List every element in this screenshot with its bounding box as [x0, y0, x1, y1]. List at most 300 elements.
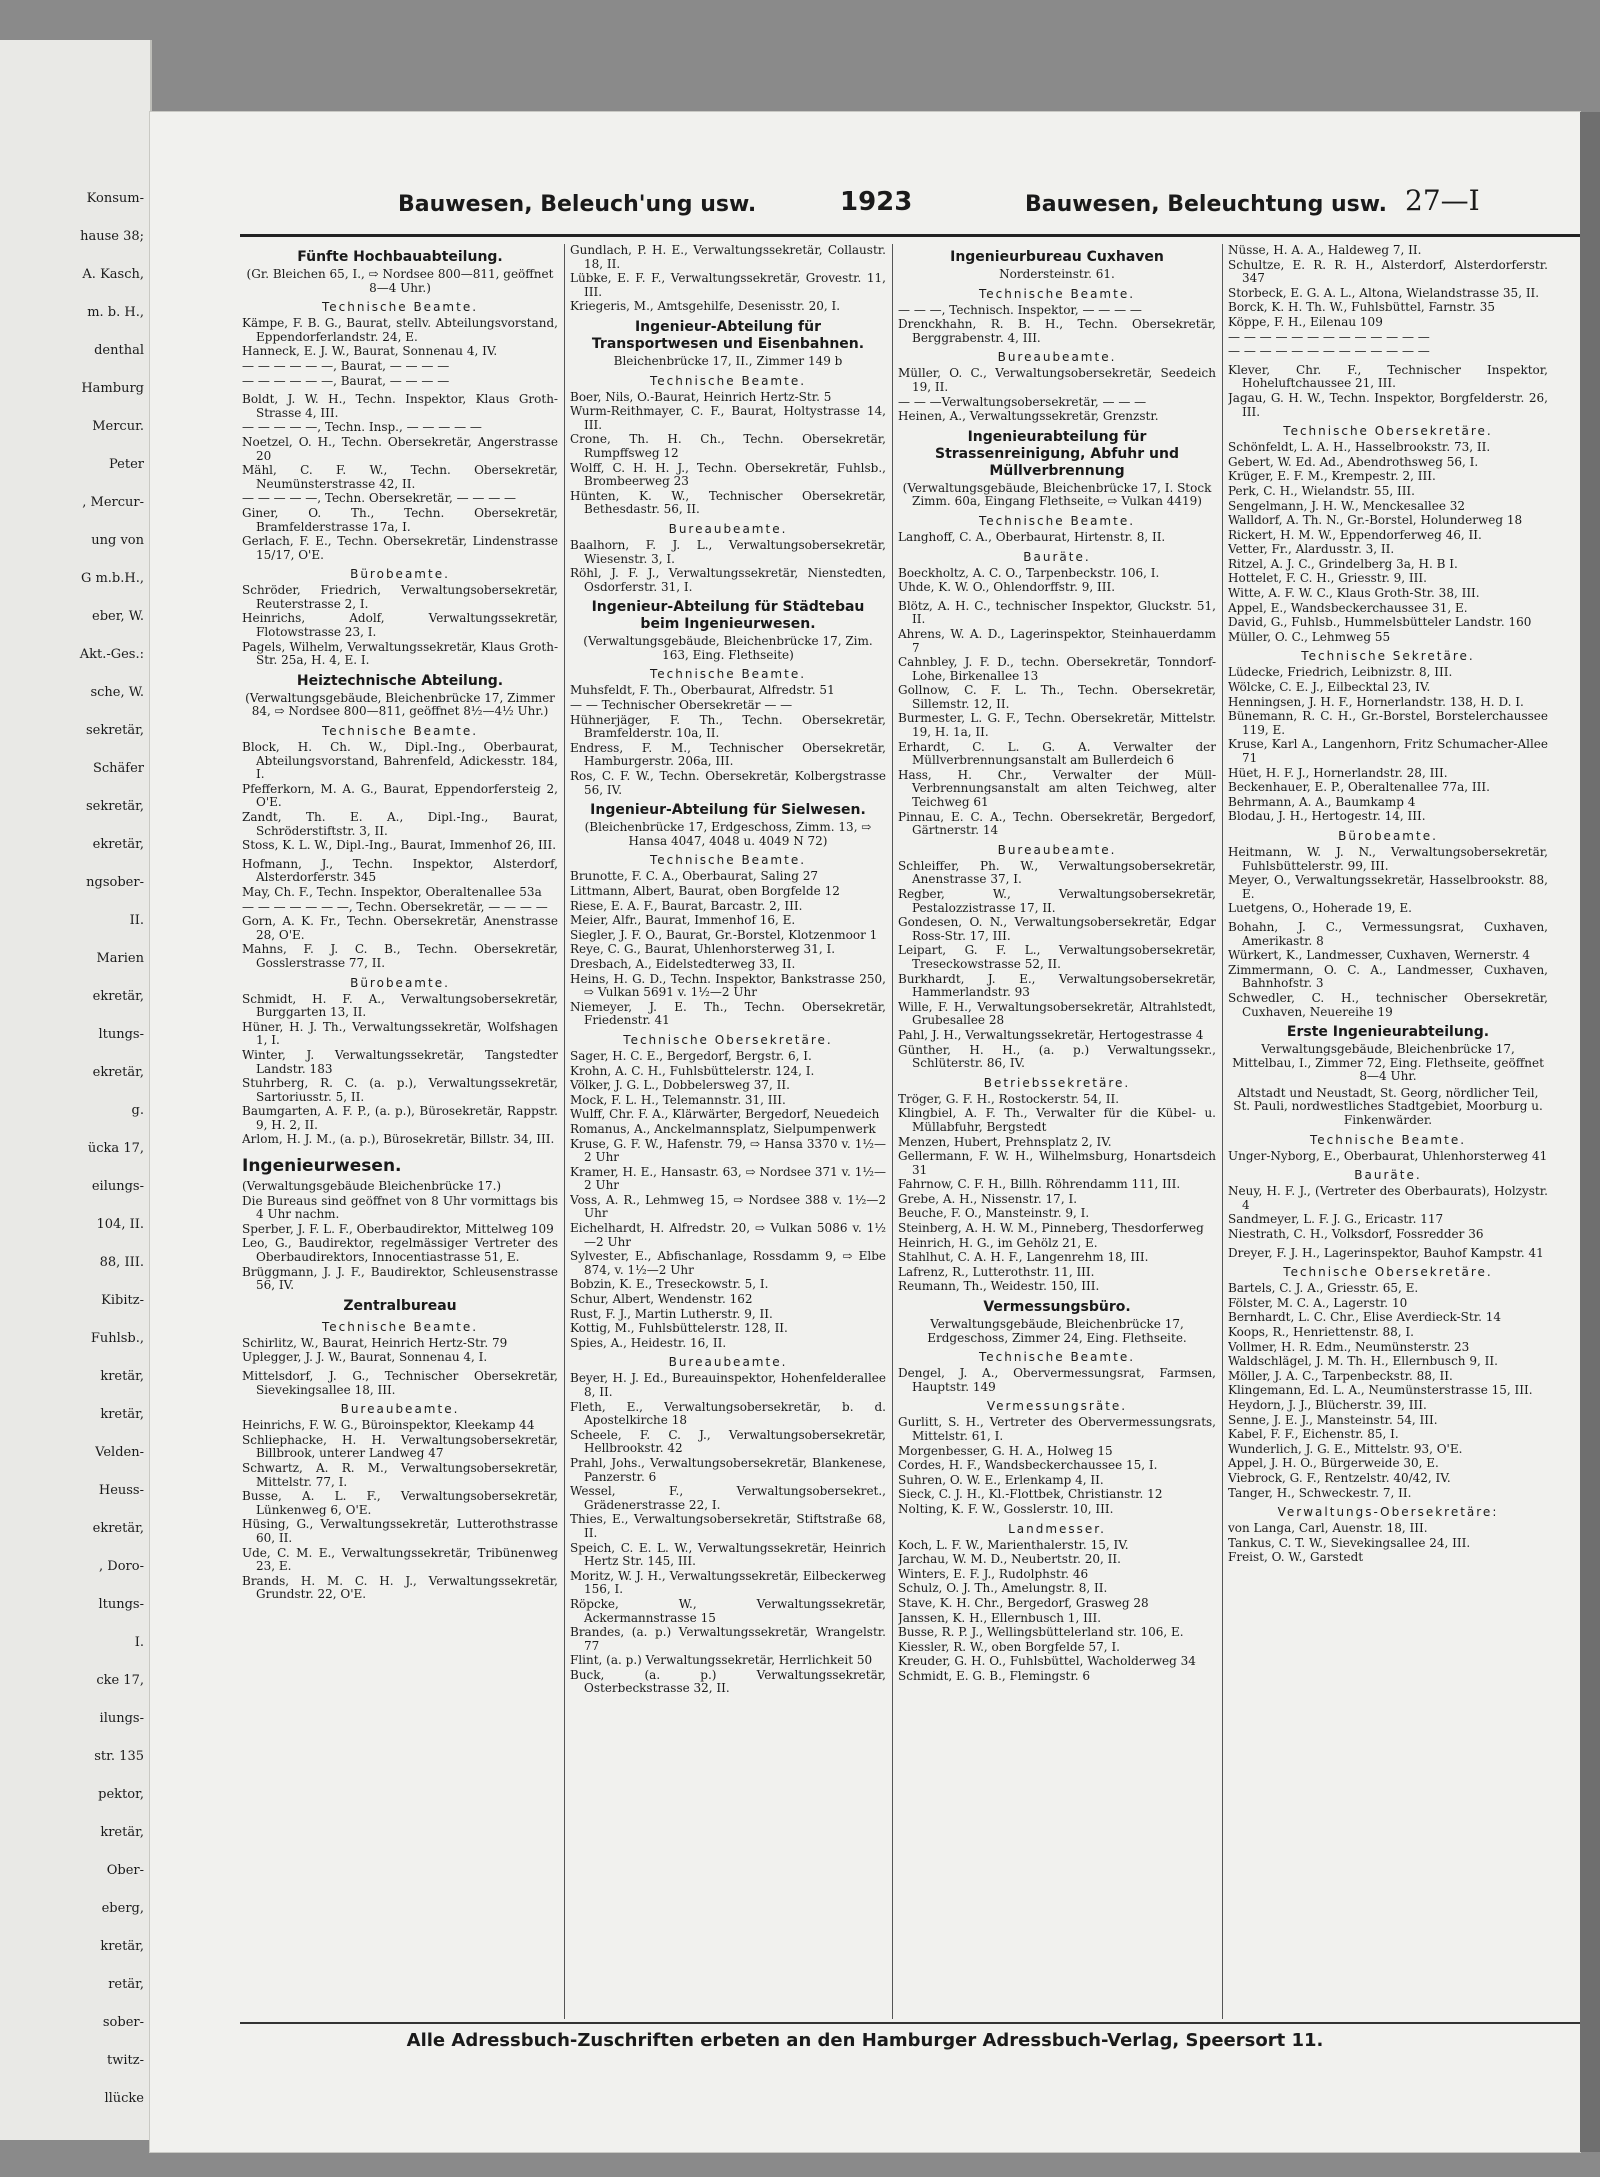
directory-entry: Bünemann, R. C. H., Gr.-Borstel, Borstelerchaussee 119, E. — [1228, 709, 1548, 737]
directory-entry: Walldorf, A. Th. N., Gr.-Borstel, Holunderweg 18 — [1228, 513, 1523, 528]
left-page-fragment: ekretär, — [92, 1521, 144, 1536]
section-heading: Fünfte Hochbauabteilung. — [297, 249, 503, 265]
left-page-fragment: sober- — [102, 2015, 144, 2030]
directory-entry: Bohahn, J. C., Vermessungsrat, Cuxhaven, Amerikastr. 8 — [1228, 919, 1548, 948]
directory-entry: Moritz, W. J. H., Verwaltungssekretär, Eilbeckerweg 156, I. — [570, 1568, 886, 1597]
header-right-title: Bauwesen, Beleuchtung usw. — [1025, 192, 1388, 217]
directory-entry: Gellermann, F. W. H., Wilhelmsburg, Honartsdeich 31 — [898, 1149, 1216, 1177]
left-page-fragment: kretär, — [100, 1825, 144, 1840]
left-page-fragment: ilungs- — [99, 1711, 144, 1726]
directory-entry: Voss, A. R., Lehmweg 15, ⇨ Nordsee 388 v. 1½—2 Uhr — [570, 1192, 886, 1221]
directory-entry: Schwedler, C. H., technischer Obersekretär, Cuxhaven, Neuereihe 19 — [1228, 990, 1548, 1019]
directory-entry: Dengel, J. A., Obervermessungsrat, Farmsen, Hauptstr. 149 — [898, 1366, 1216, 1394]
header-left-title: Bauwesen, Beleuch'ung usw. — [398, 192, 757, 217]
directory-entry: Klingbiel, A. F. Th., Verwalter für die Kübel- u. Müllabfuhr, Bergstedt — [898, 1106, 1216, 1134]
directory-entry: Perk, C. H., Wielandstr. 55, III. — [1228, 483, 1415, 498]
left-page-fragment: I. — [134, 1635, 144, 1650]
directory-entry: Buck, (a. p.) Verwaltungssekretär, Osterbeckstrasse 32, II. — [570, 1667, 886, 1696]
directory-entry: Menzen, Hubert, Prehnsplatz 2, IV. — [898, 1134, 1112, 1149]
directory-entry: Schröder, Friedrich, Verwaltungsobersekretär, Reuterstrasse 2, I. — [242, 583, 558, 611]
section-note: (Verwaltungsgebäude, Bleichenbrücke 17, I. Stock Zimm. 60a, Eingang Flethseite, ⇨ Vulkan 4419) — [902, 480, 1212, 509]
directory-page — [150, 112, 1580, 2152]
section-note: Verwaltungsgebäude, Bleichenbrücke 17, Erdgeschoss, Zimmer 24, Eing. Flethseite. — [927, 1317, 1187, 1345]
directory-entry: Günther, H. H., (a. p.) Verwaltungssekr., Schlüterstr. 86, IV. — [898, 1042, 1216, 1071]
directory-entry: Krohn, A. C. H., Fuhlsbüttelerstr. 124, I. — [570, 1063, 815, 1078]
directory-entry: Gollnow, C. F. L. Th., Techn. Obersekretär, Sillemstr. 12, II. — [898, 683, 1216, 711]
directory-entry: Tröger, G. F. H., Rostockerstr. 54, II. — [898, 1091, 1120, 1106]
column-1 — [242, 244, 558, 2019]
left-page-fragment: hause 38; — [80, 229, 144, 244]
directory-entry: Tanger, H., Schweckestr. 7, II. — [1228, 1485, 1412, 1500]
directory-entry: Steinberg, A. H. W. M., Pinneberg, Thesdorferweg — [898, 1221, 1204, 1236]
section-heading: Vermessungsbüro. — [983, 1299, 1131, 1316]
left-page-fragment: ltungs- — [98, 1027, 144, 1042]
directory-entry: Fölster, M. C. A., Lagerstr. 10 — [1228, 1295, 1408, 1310]
directory-entry: Hanneck, E. J. W., Baurat, Sonnenau 4, IV. — [242, 344, 498, 359]
left-page-fragment: m. b. H., — [87, 305, 144, 320]
directory-entry: Vetter, Fr., Alardusstr. 3, II. — [1228, 542, 1395, 557]
directory-entry: Röhl, J. F. J., Verwaltungssekretär, Nienstedten, Osdorferstr. 31, I. — [570, 566, 886, 594]
left-page-fragment: 104, II. — [96, 1217, 144, 1232]
directory-entry: Riese, E. A. F., Baurat, Barcastr. 2, III. — [570, 898, 803, 913]
directory-entry: Lübke, E. F. F., Verwaltungssekretär, Grovestr. 11, III. — [570, 271, 886, 299]
subsection-heading: Bureaubeamte. — [997, 350, 1117, 365]
left-page-fragment: G m.b.H., — [80, 571, 144, 586]
directory-entry: (Verwaltungsgebäude Bleichenbrücke 17.) — [242, 1179, 502, 1194]
directory-entry: Koch, L. F. W., Marienthalerstr. 15, IV. — [898, 1537, 1129, 1552]
left-page-fragment: cke 17, — [96, 1673, 144, 1688]
directory-entry: Scheele, F. C. J., Verwaltungsobersekretär, Hellbrookstr. 42 — [570, 1427, 886, 1456]
directory-entry: — — — — — —, Baurat, — — — — — [242, 373, 450, 388]
directory-entry: Mittelsdorf, J. G., Technischer Obersekretär, Sievekingsallee 18, III. — [242, 1369, 558, 1397]
directory-entry: Beckenhauer, E. P., Oberaltenallee 77a, III. — [1228, 780, 1490, 795]
directory-entry: Kramer, H. E., Hansastr. 63, ⇨ Nordsee 371 v. 1½—2 Uhr — [570, 1164, 886, 1193]
directory-entry: Wessel, F., Verwaltungsobersekret., Grädenerstrasse 22, I. — [570, 1484, 886, 1512]
directory-entry: Heinrichs, Adolf, Verwaltungssekretär, Flotowstrasse 23, I. — [242, 611, 558, 640]
section-heading: Ingenieur-Abteilung für Transportwesen und Eisenbahnen. — [591, 318, 865, 352]
directory-entry: Pagels, Wilhelm, Verwaltungssekretär, Klaus Groth-Str. 25a, H. 4, E. I. — [242, 639, 558, 668]
directory-entry: Gurlitt, S. H., Vertreter des Obervermessungsrats, Mittelstr. 61, I. — [898, 1415, 1216, 1443]
directory-entry: Endress, F. M., Technischer Obersekretär, Hamburgerstr. 206a, III. — [570, 740, 886, 769]
subsection-heading: Technische Beamte. — [321, 1319, 479, 1334]
directory-entry: — — — — — —, Baurat, — — — — — [242, 358, 450, 373]
column-divider — [564, 244, 565, 2019]
directory-entry: Köppe, F. H., Eilenau 109 — [1228, 314, 1383, 329]
column-4 — [1228, 244, 1548, 2019]
directory-entry: Bernhardt, L. C. Chr., Elise Averdieck-Str. 14 — [1228, 1310, 1502, 1325]
directory-entry: — — — — — — — — — — — — — — [1228, 329, 1430, 344]
directory-entry: Mahns, F. J. C. B., Techn. Obersekretär, Gosslerstrasse 77, II. — [242, 942, 558, 970]
directory-entry: — — — — —, Techn. Insp., — — — — — — [242, 420, 482, 435]
directory-entry: Kabel, F. F., Eichenstr. 85, I. — [1228, 1427, 1399, 1442]
left-page-fragment: llücke — [104, 2091, 144, 2106]
left-page-fragment: Schäfer — [92, 761, 144, 776]
directory-entry: Storbeck, E. G. A. L., Altona, Wielandstrasse 35, II. — [1228, 285, 1540, 300]
directory-entry: Pinnau, E. C. A., Techn. Obersekretär, Bergedorf, Gärtnerstr. 14 — [898, 809, 1216, 838]
directory-entry: Pfefferkorn, M. A. G., Baurat, Eppendorfersteig 2, O'E. — [242, 781, 558, 810]
left-page-fragment: pektor, — [98, 1787, 144, 1802]
footer-rule — [240, 2022, 1580, 2024]
directory-entry: Sengelmann, J. H. W., Menckesallee 32 — [1228, 498, 1466, 513]
directory-entry: Boldt, J. W. H., Techn. Inspektor, Klaus Groth-Strasse 4, III. — [242, 392, 558, 420]
directory-entry: Müller, O. C., Verwaltungsobersekretär, Seedeich 19, II. — [898, 366, 1216, 394]
left-page-fragment: Mercur. — [92, 419, 144, 434]
directory-entry: Eichelhardt, H. Alfredstr. 20, ⇨ Vulkan 5086 v. 1½—2 Uhr — [570, 1221, 886, 1249]
directory-entry: Uhde, K. W. O., Ohlendorffstr. 9, III. — [898, 580, 1116, 595]
directory-entry: Stoss, K. L. W., Dipl.-Ing., Baurat, Immenhof 26, III. — [242, 838, 557, 853]
directory-entry: Ritzel, A. J. C., Grindelberg 3a, H. B I. — [1228, 556, 1458, 571]
left-page-fragment: Akt.-Ges.: — [79, 647, 144, 662]
directory-entry: Boer, Nils, O.-Baurat, Heinrich Hertz-Str. 5 — [570, 389, 832, 404]
directory-entry: Speich, C. E. L. W., Verwaltungssekretär, Heinrich Hertz Str. 145, III. — [570, 1540, 886, 1569]
subsection-heading: Vermessungsräte. — [986, 1399, 1128, 1414]
left-page-fragment: kretär, — [100, 1939, 144, 1954]
subsection-heading: Technische Obersekretäre. — [1283, 1265, 1493, 1280]
left-page-fragment: 88, III. — [99, 1255, 144, 1270]
directory-entry: Sager, H. C. E., Bergedorf, Bergstr. 6, I. — [570, 1048, 812, 1063]
directory-entry: Heinen, A., Verwaltungssekretär, Grenzstr. — [898, 409, 1159, 424]
directory-entry: — — Technischer Obersekretär — — — [570, 698, 793, 713]
directory-entry: Schur, Albert, Wendenstr. 162 — [570, 1292, 753, 1307]
directory-entry: Schleiffer, Ph. W., Verwaltungsobersekretär, Anenstrasse 37, I. — [898, 858, 1216, 887]
directory-entry: Schliephacke, H. H. Verwaltungsobersekretär, Billbrook, unterer Landweg 47 — [242, 1432, 558, 1461]
directory-entry: Rickert, H. M. W., Eppendorferweg 46, II. — [1228, 527, 1482, 542]
directory-entry: Littmann, Albert, Baurat, oben Borgfelde 12 — [570, 884, 840, 898]
directory-entry: Zandt, Th. E. A., Dipl.-Ing., Baurat, Schröderstiftstr. 3, II. — [242, 810, 558, 838]
section-note: Bleichenbrücke 17, II., Zimmer 149 b — [613, 353, 843, 368]
section-note: (Verwaltungsgebäude, Bleichenbrücke 17, Zim. 163, Eing. Flethseite) — [583, 634, 873, 662]
directory-entry: Behrmann, A. A., Baumkamp 4 — [1228, 794, 1416, 809]
directory-entry: Brands, H. M. C. H. J., Verwaltungssekretär, Grundstr. 22, O'E. — [242, 1573, 558, 1602]
left-page-fragment: eberg, — [101, 1901, 144, 1916]
directory-entry: Suhren, O. W. E., Erlenkamp 4, II. — [898, 1472, 1104, 1487]
directory-entry: Pahl, J. H., Verwaltungssekretär, Hertogestrasse 4 — [898, 1027, 1204, 1042]
directory-entry: Uplegger, J. J. W., Baurat, Sonnenau 4, I. — [242, 1350, 488, 1365]
directory-entry: Sandmeyer, L. F. J. G., Ericastr. 117 — [1228, 1212, 1444, 1227]
section-note: Altstadt und Neustadt, St. Georg, nördlicher Teil, St. Pauli, nordwestliches Stadtgebiet, Moorburg u. Finkenwärder. — [1233, 1085, 1543, 1128]
directory-entry: Busse, A. L. F., Verwaltungsobersekretär, Lünkenweg 6, O'E. — [242, 1489, 558, 1517]
directory-entry: Schulz, O. J. Th., Amelungstr. 8, II. — [898, 1581, 1108, 1596]
directory-entry: David, G., Fuhlsb., Hummelsbütteler Landstr. 160 — [1228, 615, 1532, 630]
section-note: Nordersteinstr. 61. — [999, 267, 1115, 281]
directory-entry: Dresbach, A., Eidelstedterweg 33, II. — [570, 956, 796, 971]
directory-entry: Würkert, K., Landmesser, Cuxhaven, Wernerstr. 4 — [1228, 948, 1530, 963]
directory-entry: Beuche, F. O., Mansteinstr. 9, I. — [898, 1206, 1090, 1221]
left-page-fragment: Ober- — [106, 1863, 144, 1878]
directory-entry: Ahrens, W. A. D., Lagerinspektor, Steinhauerdamm 7 — [898, 626, 1216, 655]
directory-entry: Hüner, H. J. Th., Verwaltungssekretär, Wolfshagen 1, I. — [242, 1019, 558, 1048]
left-page-fragment: ekretär, — [92, 1065, 144, 1080]
directory-entry: Klever, Chr. F., Technischer Inspektor, Hoheluftchaussee 21, III. — [1228, 362, 1548, 391]
directory-entry: Brunotte, F. C. A., Oberbaurat, Saling 27 — [570, 869, 818, 884]
directory-entry: Völker, J. G. L., Dobbelersweg 37, II. — [570, 1078, 790, 1093]
directory-entry: Gerlach, F. E., Techn. Obersekretär, Lindenstrasse 15/17, O'E. — [242, 534, 558, 562]
subsection-heading: Technische Beamte. — [649, 667, 807, 682]
left-page-fragment: ücka 17, — [87, 1141, 144, 1156]
left-page-fragment: retär, — [108, 1977, 144, 1992]
left-page-fragment: A. Kasch, — [82, 267, 144, 282]
section-heading: Heiztechnische Abteilung. — [296, 672, 504, 689]
directory-entry: — — — — — — — — — — — — — — [1228, 344, 1430, 359]
directory-entry: Lafrenz, R., Lutterothstr. 11, III. — [898, 1264, 1095, 1279]
left-page-fragment: str. 135 — [94, 1749, 144, 1764]
directory-entry: Schultze, E. R. R. H., Alsterdorf, Alsterdorferstr. 347 — [1228, 257, 1548, 286]
subsection-heading: Betriebssekretäre. — [983, 1075, 1131, 1090]
directory-entry: Hofmann, J., Techn. Inspektor, Alsterdorf, Alsterdorferstr. 345 — [242, 856, 558, 885]
directory-entry: Appel, J. H. O., Bürgerweide 30, E. — [1228, 1456, 1439, 1471]
subsection-heading: Landmesser. — [1008, 1521, 1106, 1536]
section-note: (Bleichenbrücke 17, Erdgeschoss, Zimm. 13, ⇨ Hansa 4047, 4048 u. 4049 N 72) — [584, 820, 872, 848]
directory-entry: Erhardt, C. L. G. A. Verwalter der Müllverbrennungsanstalt am Bullerdeich 6 — [898, 739, 1216, 768]
directory-entry: Neuy, H. F. J., (Vertreter des Oberbaurats), Holzystr. 4 — [1228, 1184, 1548, 1212]
directory-entry: Hühnerjäger, F. Th., Techn. Obersekretär, Bramfelderstr. 10a, II. — [570, 712, 886, 741]
directory-entry: Baumgarten, A. F. P., (a. p.), Bürosekretär, Rappstr. 9, H. 2, II. — [242, 1104, 558, 1132]
directory-entry: Kruse, G. F. W., Hafenstr. 79, ⇨ Hansa 3370 v. 1½—2 Uhr — [570, 1136, 886, 1165]
directory-entry: Unger-Nyborg, E., Oberbaurat, Uhlenhorsterweg 41 — [1228, 1148, 1548, 1163]
directory-entry: Wulff, Chr. F. A., Klärwärter, Bergedorf, Neuedeich — [570, 1107, 880, 1122]
subsection-heading: Technische Beamte. — [978, 513, 1136, 528]
directory-entry: von Langa, Carl, Auenstr. 18, III. — [1228, 1521, 1428, 1536]
directory-entry: Hass, H. Chr., Verwalter der Müll-Verbrennungsanstalt am alten Teichweg, alter Teichweg 61 — [898, 767, 1216, 810]
directory-entry: Senne, J. E. J., Mansteinstr. 54, III. — [1228, 1412, 1438, 1427]
directory-entry: Wölcke, C. E. J., Eilbecktal 23, IV. — [1228, 680, 1431, 695]
directory-entry: Beyer, H. J. Ed., Bureauinspektor, Hohenfelderallee 8, II. — [570, 1371, 886, 1399]
subsection-heading: Bürobeamte. — [1338, 828, 1438, 843]
left-page-fragment: Fuhlsb., — [90, 1331, 144, 1346]
subsection-heading: Bureaubeamte. — [668, 1355, 788, 1370]
directory-entry: Brandes, (a. p.) Verwaltungssekretär, Wrangelstr. 77 — [570, 1625, 886, 1653]
subsection-heading: Technische Sekretäre. — [1301, 649, 1475, 664]
subsection-heading: Technische Obersekretäre. — [623, 1032, 833, 1047]
left-page-fragment: eber, W. — [92, 609, 144, 624]
directory-entry: Bartels, C. J. A., Griesstr. 65, E. — [1228, 1281, 1419, 1296]
left-page-fragment: Marien — [96, 951, 144, 966]
directory-entry: Heitmann, W. J. N., Verwaltungsobersekretär, Fuhlsbüttelerstr. 99, III. — [1228, 844, 1548, 873]
column-3 — [898, 244, 1216, 2019]
directory-entry: Schmidt, E. G. B., Flemingstr. 6 — [898, 1668, 1091, 1683]
directory-entry: Fahrnow, C. F. H., Billh. Röhrendamm 111, III. — [898, 1177, 1181, 1192]
left-page-fragment: sekretär, — [85, 723, 144, 738]
directory-entry: Kreuder, G. H. O., Fuhlsbüttel, Wacholderweg 34 — [898, 1654, 1196, 1669]
directory-entry: Spies, A., Heidestr. 16, II. — [570, 1335, 727, 1350]
directory-entry: Arlom, H. J. M., (a. p.), Bürosekretär, Billstr. 34, III. — [242, 1132, 555, 1147]
directory-entry: Gorn, A. K. Fr., Techn. Obersekretär, Anenstrasse 28, O'E. — [242, 914, 558, 942]
directory-entry: Siegler, J. F. O., Baurat, Gr.-Borstel, Klotzenmoor 1 — [570, 927, 878, 942]
left-page-fragment: Hamburg — [81, 381, 144, 396]
directory-entry: Hüsing, G., Verwaltungssekretär, Lutterothstrasse 60, II. — [242, 1517, 558, 1545]
subsection-heading: Bureaubeamte. — [668, 521, 788, 536]
directory-entry: Kruse, Karl A., Langenhorn, Fritz Schumacher-Allee 71 — [1228, 737, 1548, 765]
directory-entry: Langhoff, C. A., Oberbaurat, Hirtenstr. 8, II. — [898, 529, 1166, 544]
directory-entry: Borck, K. H. Th. W., Fuhlsbüttel, Farnstr. 35 — [1228, 300, 1495, 315]
page-shadow-edge — [1580, 112, 1600, 2152]
directory-entry: Mähl, C. F. W., Techn. Obersekretär, Neumünsterstrasse 42, II. — [242, 463, 558, 491]
directory-entry: Hüet, H. F. J., Hornerlandstr. 28, III. — [1228, 765, 1448, 780]
left-page-fragment: Velden- — [95, 1445, 144, 1460]
directory-entry: Schönfeldt, L. A. H., Hasselbrookstr. 73, II. — [1228, 440, 1491, 455]
directory-entry: Niestrath, C. H., Volksdorf, Fossredder 36 — [1228, 1227, 1484, 1242]
directory-entry: Jarchau, W. M. D., Neubertstr. 20, II. — [898, 1552, 1121, 1567]
left-page-fragment: , Mercur- — [82, 495, 144, 510]
directory-entry: Winter, J. Verwaltungssekretär, Tangstedter Landstr. 183 — [242, 1047, 558, 1076]
directory-entry: Die Bureaus sind geöffnet von 8 Uhr vormittags bis 4 Uhr nachm. — [242, 1193, 558, 1222]
directory-entry: Busse, R. P. J., Wellingsbüttelerland str. 106, E. — [898, 1625, 1184, 1640]
left-page-fragment: ltungs- — [98, 1597, 144, 1612]
directory-entry: Waldschlägel, J. M. Th. H., Ellernbusch 9, II. — [1228, 1354, 1498, 1369]
directory-entry: Fleth, E., Verwaltungsobersekretär, b. d. Apostelkirche 18 — [570, 1399, 886, 1428]
subsection-heading: Technische Beamte. — [978, 1350, 1136, 1365]
directory-entry: Rust, F. J., Martin Lutherstr. 9, II. — [570, 1306, 773, 1321]
subsection-heading: Bureaubeamte. — [340, 1402, 460, 1417]
header-rule — [240, 234, 1580, 237]
directory-entry: Nolting, K. F. W., Gosslerstr. 10, III. — [898, 1501, 1114, 1516]
directory-entry: Sieck, C. J. H., Kl.-Flottbek, Christianstr. 12 — [898, 1487, 1163, 1502]
subsection-heading: Technische Beamte. — [649, 373, 807, 388]
subsection-heading: Technische Beamte. — [321, 724, 479, 739]
directory-entry: Leipart, G. F. L., Verwaltungsobersekretär, Treseckowstrasse 52, II. — [898, 943, 1216, 971]
directory-entry: — — —Verwaltungsobersekretär, — — — — [898, 394, 1147, 409]
directory-entry: Brüggmann, J. J. F., Baudirektor, Schleusenstrasse 56, IV. — [242, 1264, 558, 1293]
previous-page-edge — [0, 40, 152, 2140]
directory-entry: Meyer, O., Verwaltungssekretär, Hasselbrookstr. 88, E. — [1228, 873, 1548, 901]
section-heading: Ingenieurbureau Cuxhaven — [950, 249, 1164, 265]
directory-entry: Hünten, K. W., Technischer Obersekretär, Bethesdastr. 56, II. — [570, 488, 886, 517]
column-2 — [570, 244, 886, 2019]
directory-entry: Stahlhut, C. A. H. F., Langenrehm 18, III. — [898, 1250, 1149, 1265]
directory-entry: Schwartz, A. R. M., Verwaltungsobersekretär, Mittelstr. 77, I. — [242, 1460, 558, 1489]
directory-entry: Wille, F. H., Verwaltungsobersekretär, Altrahlstedt, Grubesallee 28 — [898, 999, 1216, 1028]
directory-entry: Nüsse, H. A. A., Haldeweg 7, II. — [1228, 244, 1422, 257]
directory-entry: Vollmer, H. R. Edm., Neumünsterstr. 23 — [1228, 1339, 1470, 1354]
directory-entry: Kottig, M., Fuhlsbüttelerstr. 128, II. — [570, 1321, 788, 1336]
directory-entry: Gebert, W. Ed. Ad., Abendrothsweg 56, I. — [1228, 454, 1479, 469]
directory-entry: Ros, C. F. W., Techn. Obersekretär, Kolbergstrasse 56, IV. — [570, 769, 886, 797]
directory-entry: Flint, (a. p.) Verwaltungssekretär, Herrlichkeit 50 — [570, 1653, 873, 1668]
directory-entry: May, Ch. F., Techn. Inspektor, Oberaltenallee 53a — [242, 884, 542, 899]
directory-entry: Heinrichs, F. W. G., Büroinspektor, Kleekamp 44 — [242, 1418, 535, 1433]
directory-entry: Dreyer, F. J. H., Lagerinspektor, Bauhof Kampstr. 41 — [1228, 1245, 1544, 1260]
directory-entry: Gondesen, O. N., Verwaltungsobersekretär, Edgar Ross-Str. 17, III. — [898, 915, 1216, 943]
subsection-heading: Technische Beamte. — [649, 853, 807, 868]
directory-entry: Kriegeris, M., Amtsgehilfe, Desenisstr. 20, I. — [570, 299, 841, 314]
directory-entry: Blodau, J. H., Hertogestr. 14, III. — [1228, 809, 1426, 824]
left-page-fragment: Peter — [109, 457, 144, 472]
header-year: 1923 — [840, 187, 913, 217]
directory-entry: Meier, Alfr., Baurat, Immenhof 16, E. — [570, 913, 796, 928]
directory-entry: Kiessler, R. W., oben Borgfelde 57, I. — [898, 1639, 1120, 1654]
section-heading: Ingenieur-Abteilung für Sielwesen. — [590, 802, 866, 819]
directory-entry: — — — — —, Techn. Obersekretär, — — — — — [242, 491, 517, 506]
directory-entry: Baalhorn, F. J. L., Verwaltungsobersekretär, Wiesenstr. 3, I. — [570, 537, 886, 566]
subsection-heading: Verwaltungs-Obersekretäre: — [1277, 1505, 1499, 1520]
directory-entry: Sylvester, E., Abfischanlage, Rossdamm 9, ⇨ Elbe 874, v. 1½—2 Uhr — [570, 1249, 886, 1277]
left-page-fragment: g. — [131, 1103, 144, 1118]
left-page-fragment: eilungs- — [91, 1179, 144, 1194]
section-note: Verwaltungsgebäude, Bleichenbrücke 17, Mittelbau, I., Zimmer 72, Eing. Flethseite, geöffnet 8—4 Uhr. — [1232, 1042, 1544, 1084]
directory-entry: Leo, G., Baudirektor, regelmässiger Vertreter des Oberbaudirektors, Innocentiastrasse 51, E. — [242, 1236, 558, 1265]
directory-entry: Jagau, G. H. W., Techn. Inspektor, Borgfelderstr. 26, III. — [1228, 390, 1548, 419]
left-page-fragment: kretär, — [100, 1369, 144, 1384]
directory-entry: Viebrock, G. F., Rentzelstr. 40/42, IV. — [1228, 1470, 1451, 1485]
directory-entry: Noetzel, O. H., Techn. Obersekretär, Angerstrasse 20 — [242, 434, 558, 463]
department-heading: Ingenieurwesen. — [242, 1156, 402, 1177]
subsection-heading: Bauräte. — [1023, 549, 1091, 564]
directory-entry: Heydorn, J. J., Blücherstr. 39, III. — [1228, 1397, 1427, 1412]
directory-entry: Röpcke, W., Verwaltungssekretär, Ackermannstrasse 15 — [570, 1596, 886, 1625]
directory-entry: Muhsfeldt, F. Th., Oberbaurat, Alfredstr. 51 — [570, 683, 835, 698]
directory-entry: Ude, C. M. E., Verwaltungssekretär, Tribünenweg 23, E. — [242, 1545, 558, 1574]
directory-entry: Mock, F. L. H., Telemannstr. 31, III. — [570, 1092, 786, 1107]
directory-entry: Romanus, A., Anckelmannsplatz, Sielpumpenwerk — [570, 1121, 876, 1136]
directory-entry: Wunderlich, J. G. E., Mittelstr. 93, O'E. — [1228, 1441, 1463, 1456]
directory-entry: Klingemann, Ed. L. A., Neumünsterstrasse 15, III. — [1228, 1383, 1533, 1398]
directory-entry: Möller, J. A. C., Tarpenbeckstr. 88, II. — [1228, 1368, 1453, 1383]
subsection-heading: Technische Beamte. — [978, 286, 1136, 301]
left-page-fragment: sche, W. — [90, 685, 144, 700]
section-heading: Ingenieurabteilung für Strassenreinigung, Abfuhr und Müllverbrennung — [934, 428, 1179, 479]
subsection-heading: Technische Beamte. — [321, 300, 479, 315]
directory-entry: Schmidt, H. F. A., Verwaltungsobersekretär, Burggarten 13, II. — [242, 991, 558, 1020]
directory-entry: Henningsen, J. H. F., Hornerlandstr. 138, H. D. I. — [1228, 694, 1524, 709]
directory-entry: Schirlitz, W., Baurat, Heinrich Hertz-Str. 79 — [242, 1335, 508, 1350]
page-header — [150, 182, 1580, 222]
left-page-fragment: Heuss- — [98, 1483, 144, 1498]
directory-entry: Heins, H. G. D., Techn. Inspektor, Bankstrasse 250, ⇨ Vulkan 5691 v. 1½—2 Uhr — [570, 971, 886, 1000]
section-heading: Ingenieur-Abteilung für Städtebau beim Ingenieurwesen. — [591, 599, 865, 633]
directory-entry: Drenckhahn, R. B. H., Techn. Obersekretär, Berggrabenstr. 4, III. — [898, 317, 1216, 345]
left-page-fragment: Kibitz- — [101, 1293, 144, 1308]
column-divider — [892, 244, 893, 2019]
left-page-fragment: ung von — [91, 533, 144, 548]
directory-entry: Wolff, C. H. H. J., Techn. Obersekretär, Fuhlsb., Brombeerweg 23 — [570, 460, 886, 489]
directory-entry: Stave, K. H. Chr., Bergedorf, Grasweg 28 — [898, 1595, 1149, 1610]
directory-entry: Regber, W., Verwaltungsobersekretär, Pestalozzistrasse 17, II. — [898, 887, 1216, 915]
directory-entry: Janssen, K. H., Ellernbusch 1, III. — [898, 1610, 1102, 1625]
directory-entry: Morgenbesser, G. H. A., Holweg 15 — [898, 1443, 1113, 1458]
directory-entry: Giner, O. Th., Techn. Obersekretär, Bramfelderstrasse 17a, I. — [242, 505, 558, 534]
left-page-fragment: ekretär, — [92, 989, 144, 1004]
directory-entry: Koops, R., Henriettenstr. 88, I. — [1228, 1325, 1414, 1339]
directory-entry: Zimmermann, O. C. A., Landmesser, Cuxhaven, Bahnhofstr. 3 — [1228, 962, 1548, 991]
directory-entry: Krüger, E. F. M., Krempestr. 2, III. — [1228, 469, 1436, 484]
subsection-heading: Bauräte. — [1354, 1168, 1422, 1183]
directory-entry: Wurm-Reithmayer, C. F., Baurat, Holtystrasse 14, III. — [570, 404, 886, 432]
directory-entry: Freist, O. W., Garstedt — [1228, 1550, 1364, 1565]
subsection-heading: Bureaubeamte. — [997, 842, 1117, 857]
directory-entry: Burkhardt, J. E., Verwaltungsobersekretär, Hammerlandstr. 93 — [898, 971, 1216, 1000]
section-heading: Erste Ingenieurabteilung. — [1286, 1024, 1490, 1041]
directory-entry: Burmester, L. G. F., Techn. Obersekretär, Mittelstr. 19, H. 1a, II. — [898, 711, 1216, 740]
section-note: (Verwaltungsgebäude, Bleichenbrücke 17, Zimmer 84, ⇨ Nordsee 800—811, geöffnet 8½—4½ Uhr.) — [245, 690, 555, 719]
directory-entry: — — —, Technisch. Inspektor, — — — — — [898, 302, 1142, 317]
directory-entry: Grebe, A. H., Nissenstr. 17, I. — [898, 1191, 1078, 1206]
left-page-fragment: ekretär, — [92, 837, 144, 852]
directory-entry: Blötz, A. H. C., technischer Inspektor, Gluckstr. 51, II. — [898, 598, 1216, 627]
directory-entry: Cordes, H. F., Wandsbeckerchaussee 15, I. — [898, 1458, 1158, 1473]
directory-entry: Müller, O. C., Lehmweg 55 — [1228, 629, 1391, 644]
directory-entry: — — — — — — —, Techn. Obersekretär, — — — — — [242, 899, 548, 914]
left-page-fragment: , Doro- — [99, 1559, 144, 1574]
directory-entry: Sperber, J. F. L. F., Oberbaudirektor, Mittelweg 109 — [242, 1221, 554, 1236]
subsection-heading: Bürobeamte. — [350, 975, 450, 990]
left-page-fragment: sekretär, — [85, 799, 144, 814]
page-number: 27—I — [1405, 184, 1480, 217]
left-page-fragment: Konsum- — [86, 191, 144, 206]
left-page-fragment: II. — [129, 913, 144, 928]
subsection-heading: Bürobeamte. — [350, 567, 450, 582]
directory-entry: Witte, A. F. W. C., Klaus Groth-Str. 38, III. — [1228, 586, 1480, 601]
column-divider — [1222, 244, 1223, 2019]
